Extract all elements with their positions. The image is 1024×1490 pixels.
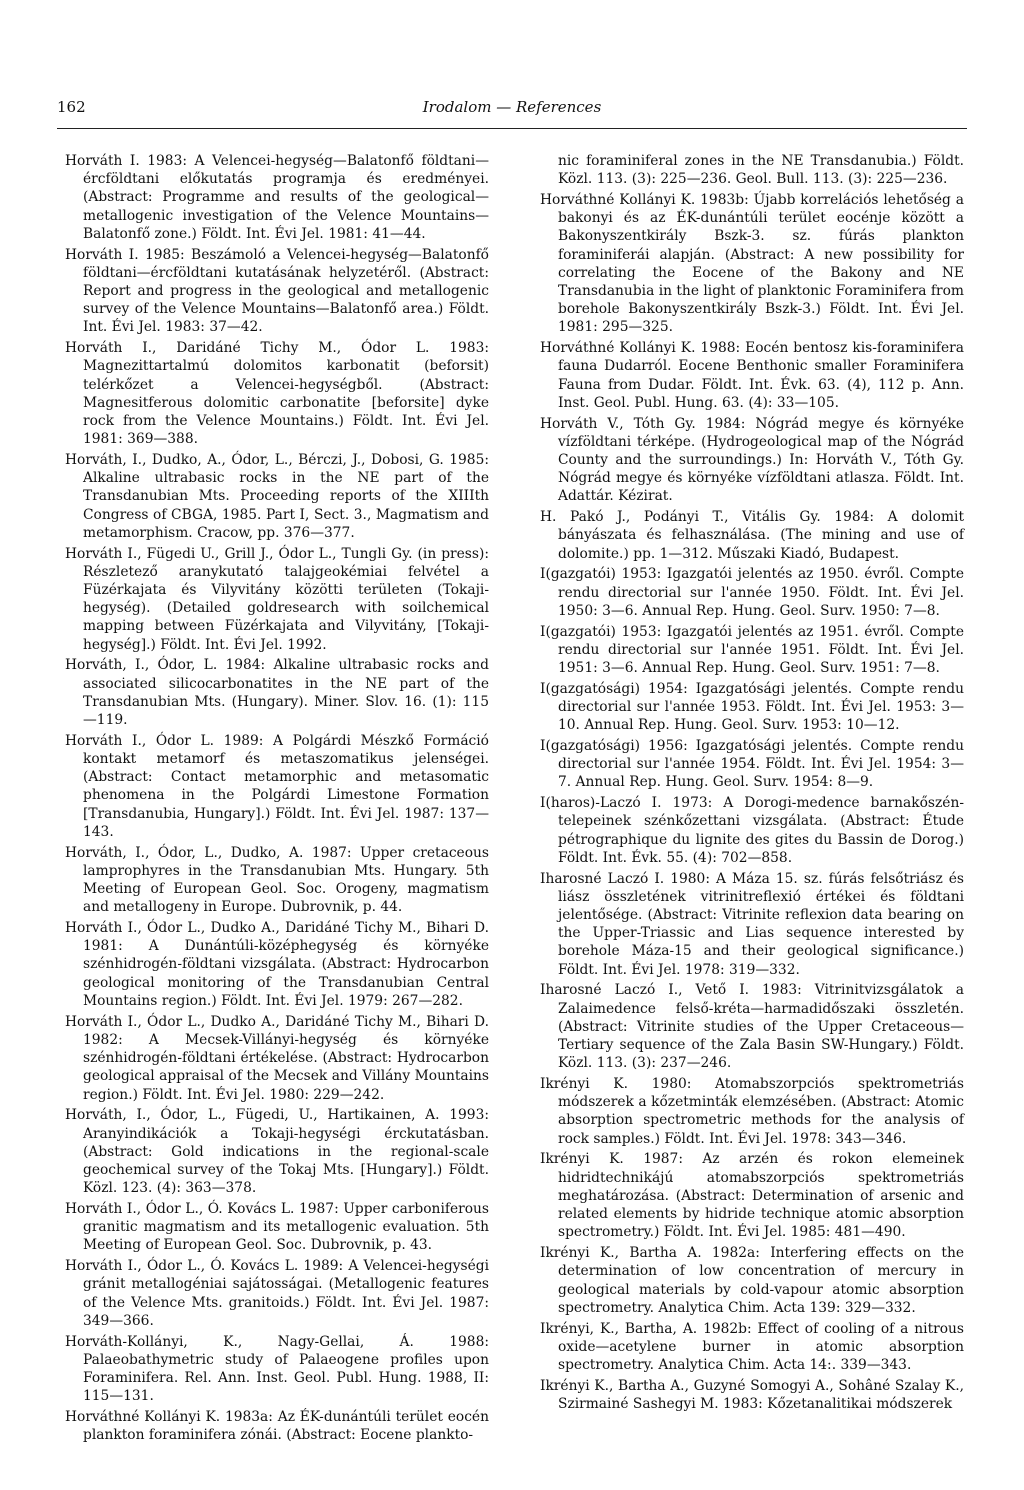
reference-entry: Horváth V., Tóth Gy. 1984: Nógrád megye és környéke vízföldtani térképe. (Hydrogeological map of the Nógrád County and the surroundings.) In: Horváth V., Tóth Gy. Nógrád megye és környéke vízföldtani atlasza. Földt. Int. Adattár. Kézirat. <box>540 415 964 505</box>
running-title: Irodalom — References <box>422 98 602 116</box>
reference-entry: Horváth I., Ódor L., Dudko A., Daridáné Tichy M., Bihari D. 1982: A Mecsek-Villányi-hegység és környéke szénhidrogén-földtani értékelése. (Abstract: Hydrocarbon geological appraisal of the Mecsek and Villány Mountains region.) Földt. Int. Évi Jel. 1980: 229—242. <box>65 1013 489 1103</box>
reference-entry: nic foraminiferal zones in the NE Transdanubia.) Földt. Közl. 113. (3): 225—236. Geol. Bull. 113. (3): 225—236. <box>558 153 964 188</box>
reference-entry: Iharosné Laczó I. 1980: A Máza 15. sz. fúrás felsőtriász és liász összletének vitrinitreflexió értékei és földtani jelentősége. (Abstract: Vitrinite reflexion data bearing on the Upper-Triassic and Lias sequence interested by borehole Máza-15 and their geological significance.) Földt. Int. Évi Jel. 1978: 319—332. <box>540 870 964 978</box>
reference-entry: Horváth, I., Dudko, A., Ódor, L., Bérczi, J., Dobosi, G. 1985: Alkaline ultrabasic rocks in the NE part of the Transdanubian Mts. Proceeding reports of the XIIIth Congress of CBGA, 1985. Part I, Sect. 3., Magmatism and metamorphism. Cracow, pp. 376—377. <box>65 452 489 541</box>
reference-entry: Horváth I., Ódor L., Ó. Kovács L. 1987: Upper carboniferous granitic magmatism and its metallogenic evaluation. 5th Meeting of European Geol. Soc. Dubrovnik, p. 43. <box>65 1200 489 1254</box>
reference-entry: I(gazgatói) 1953: Igazgatói jelentés az 1951. évről. Compte rendu directorial sur l'année 1951. Földt. Int. Évi Jel. 1951: 3—6. Annual Rep. Hung. Geol. Surv. 1951: 7—8. <box>540 623 964 677</box>
reference-entry: Ikrényi K., Bartha A. 1982a: Interfering effects on the determination of low concentration of mercury in geological materials by cold-vapour atomic absorption spectrometry. Analytica Chim. Acta 139: 329—332. <box>540 1245 964 1316</box>
reference-entry: Horváth I., Ódor L., Dudko A., Daridáné Tichy M., Bihari D. 1981: A Dunántúli-középhegység és környéke szénhidrogén-földtani vizsgálata. (Abstract: Hydrocarbon geological monitoring of the Transdanubian Central Mountains region.) Földt. Int. Évi Jel. 1979: 267—282. <box>65 920 489 1009</box>
reference-entry: H. Pakó J., Podányi T., Vitális Gy. 1984: A dolomit bányászata és felhasználása. (The mining and use of dolomite.) pp. 1—312. Műszaki Kiadó, Budapest. <box>540 509 964 562</box>
reference-entry: Horváthné Kollányi K. 1983a: Az ÉK-dunántúli terület eocén plankton foraminifera zónái. (Abstract: Eocene plankto- <box>65 1408 489 1444</box>
reference-entry: Iharosné Laczó I., Vető I. 1983: Vitrinitvizsgálatok a Zalaimedence felső-kréta—harmadidőszaki összletén. (Abstract: Vitrinite studies of the Upper Cretaceous—Tertiary sequence of the Zala Basin SW-Hungary.) Földt. Közl. 113. (3): 237—246. <box>540 982 964 1072</box>
reference-entry: I(gazgatósági) 1954: Igazgatósági jelentés. Compte rendu directorial sur l'année 1953. Földt. Int. Évi Jel. 1953: 3—10. Annual Rep. Hung. Geol. Surv. 1953: 10—12. <box>540 680 964 734</box>
reference-entry: Horváth I., Daridáné Tichy M., Ódor L. 1983: Magnezittartalmú dolomitos karbonatit (beforsit) telérkőzet a Velencei-hegységből. (Abstract: Magnesitferous dolomitic carbonatite [beforsite] dyke rock from the Velence Mountains.) Földt. Int. Évi Jel. 1981: 369—388. <box>65 340 489 448</box>
reference-entry: Horváth I., Fügedi U., Grill J., Ódor L., Tungli Gy. (in press): Részletező aranykutató talajgeokémiai felvétel a Füzérkajata és Vilyvitány közötti területen (Tokaji-hegység). (Detailed goldresearch with soilchemical mapping between Füzérkajata and Vilyvitány, [Tokaji-hegység].) Földt. Int. Évi Jel. 1992. <box>65 545 489 653</box>
reference-entry: Ikrényi K., Bartha A., Guzyné Somogyi A., Sohâné Szalay K., Szirmainé Sashegyi M. 1983: Kőzetanalitikai módszerek <box>540 1377 964 1412</box>
reference-entry: I(gazgatói) 1953: Igazgatói jelentés az 1950. évről. Compte rendu directorial sur l'année 1950. Földt. Int. Évi Jel. 1950: 3—6. Annual Rep. Hung. Geol. Surv. 1950: 7—8. <box>540 566 964 619</box>
left-column <box>65 152 489 1447</box>
page-header <box>57 92 967 129</box>
reference-entry: Horváth I., Ódor L. 1989: A Polgárdi Mészkő Formáció kontakt metamorf és metaszomatikus jelenségei. (Abstract: Contact metamorphic and metasomatic phenomena in the Polgárdi Limestone Formation [Transdanubia, Hungary].) Földt. Int. Évi Jel. 1987: 137—143. <box>65 732 489 840</box>
reference-entry: Ikrényi K. 1987: Az arzén és rokon elemeinek hidridtechnikájú atomabszorpciós spektrometriás meghatározása. (Abstract: Determination of arsenic and related elements by hidride technique atomic absorption spectrometry.) Földt. Int. Évi Jel. 1985: 481—490. <box>540 1151 964 1241</box>
reference-entry: Horváth I. 1985: Beszámoló a Velencei-hegység—Balatonfő földtani—ércföldtani kutatásának helyzetéről. (Abstract: Report and progress in the geological and metallogenic survey of the Velence Mountains—Balatonfő area.) Földt. Int. Évi Jel. 1983: 37—42. <box>65 246 489 336</box>
reference-entry: Horváth, I., Ódor, L. 1984: Alkaline ultrabasic rocks and associated silicocarbonatites in the NE part of the Transdanubian Mts. (Hungary). Miner. Slov. 16. (1): 115—119. <box>65 657 489 729</box>
reference-entry: Horváth I., Ódor L., Ó. Kovács L. 1989: A Velencei-hegységi gránit metallogéniai sajátosságai. (Metallogenic features of the Velence Mts. granitoids.) Földt. Int. Évi Jel. 1987: 349—366. <box>65 1258 489 1329</box>
reference-entry: Horváth, I., Ódor, L., Dudko, A. 1987: Upper cretaceous lamprophyres in the Transdanubian Mts. Hungary. 5th Meeting of European Geol. Soc. Orogeny, magmatism and metallogeny in Europe. Dubrovnik, p. 44. <box>65 844 489 916</box>
reference-entry: Horváth-Kollányi, K., Nagy-Gellai, Á. 1988: Palaeobathymetric study of Palaeogene profiles upon Foraminifera. Rel. Ann. Inst. Geol. Publ. Hung. 1988, II: 115—131. <box>65 1333 489 1405</box>
reference-entry: Ikrényi K. 1980: Atomabszorpciós spektrometriás módszerek a kőzetminták elemzésében. (Abstract: Atomic absorption spectrometric methods for the analysis of rock samples.) Földt. Int. Évi Jel. 1978: 343—346. <box>540 1076 964 1147</box>
reference-entry: Horváthné Kollányi K. 1988: Eocén bentosz kis-foraminifera fauna Dudarról. Eocene Benthonic smaller Foraminifera Fauna from Dudar. Földt. Int. Évk. 63. (4), 112 p. Ann. Inst. Geol. Publ. Hung. 63. (4): 33—105. <box>540 340 964 411</box>
reference-entry: Ikrényi, K., Bartha, A. 1982b: Effect of cooling of a nitrous oxide—acetylene burner in atomic absorption spectrometry. Analytica Chim. Acta 14:. 339—343. <box>540 1320 964 1373</box>
right-column <box>540 152 964 1416</box>
reference-entry: I(gazgatósági) 1956: Igazgatósági jelentés. Compte rendu directorial sur l'année 1954. Földt. Int. Évi Jel. 1954: 3—7. Annual Rep. Hung. Geol. Surv. 1954: 8—9. <box>540 738 964 791</box>
reference-entry: Horváthné Kollányi K. 1983b: Újabb korrelációs lehetőség a bakonyi és az ÉK-dunántúli terület eocénje között a Bakonyszentkirály Bszk-3. sz. fúrás plankton foraminiferái alapján. (Abstract: A new possibility for correlating the Eocene of the Bakony and NE Transdanubia in the light of planktonic Foraminifera from borehole Bakonyszentkirály Bszk-3.) Földt. Int. Évi Jel. 1981: 295—325. <box>540 192 964 336</box>
page-number: 162 <box>57 98 86 116</box>
reference-entry: Horváth I. 1983: A Velencei-hegység—Balatonfő földtani—ércföldtani előkutatás programja és eredményei. (Abstract: Programme and results of the geological—metallogenic investigation of the Velence Mountains—Balatonfő zone.) Földt. Int. Évi Jel. 1981: 41—44. <box>65 153 489 242</box>
reference-entry: I(haros)-Laczó I. 1973: A Dorogi-medence barnakőszén-telepeinek szénkőzettani vizsgálata. (Abstract: Étude pétrographique du lignite des gites du Bassin de Dorog.) Földt. Int. Évk. 55. (4): 702—858. <box>540 795 964 866</box>
reference-entry: Horváth, I., Ódor, L., Fügedi, U., Hartikainen, A. 1993: Aranyindikációk a Tokaji-hegységi érckutatásban. (Abstract: Gold indications in the regional-scale geochemical survey of the Tokaj Mts. [Hungary].) Földt. Közl. 123. (4): 363—378. <box>65 1107 489 1197</box>
